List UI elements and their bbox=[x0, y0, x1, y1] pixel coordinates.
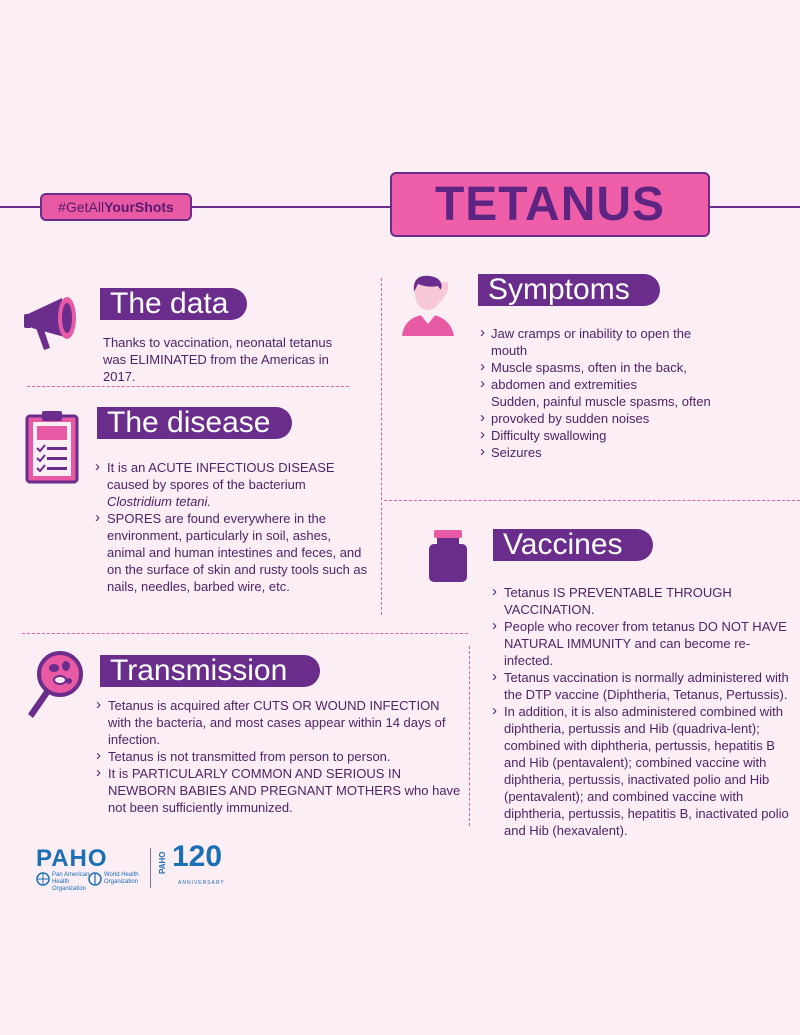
paho-org-line2: Health bbox=[52, 879, 70, 885]
symptom-line: Jaw cramps or inability to open the bbox=[491, 326, 692, 341]
symptom-arrow: › bbox=[480, 409, 485, 426]
data-text-after: from the Americas in 2017. bbox=[103, 352, 329, 384]
list-item: › Tetanus IS PREVENTABLE THROUGH VACCINATION. bbox=[492, 584, 792, 618]
who-line1: World Health bbox=[104, 872, 139, 878]
symptom-line: Seizures bbox=[491, 445, 542, 460]
paho-org-line3: Organization bbox=[52, 886, 87, 892]
disease-item1-italic: Clostridium tetani. bbox=[107, 494, 212, 509]
vaccines-heading bbox=[493, 529, 653, 561]
clipboard-icon bbox=[25, 410, 79, 484]
list-item: › In addition, it is also administered combined with diphtheria, pertussis and Hib (quadriva-lent); combined with diphtheria, pertussis, hepatitis B and Hib (pentavalent); combined vaccine with diphtheria, pertussis, inactivated polio and Hib (pentavalent); and combined vaccine with diphtheria, pertussis, hepatitis B, inactivated polio and Hib (hexavalent). bbox=[492, 703, 792, 839]
list-item: › Tetanus vaccination is normally administered with the DTP vaccine (Diphtheria, Tetanus, Pertussis). bbox=[492, 669, 792, 703]
symptom-arrow: › bbox=[480, 443, 485, 460]
paho-org-line1: Pan American bbox=[52, 872, 90, 878]
title-box bbox=[390, 172, 710, 237]
transmission-list bbox=[96, 697, 466, 816]
transmission-heading-text: Transmission bbox=[110, 654, 288, 687]
symptom-arrow: › bbox=[480, 324, 485, 341]
symptom-line: abdomen and extremities bbox=[491, 377, 637, 392]
divider-symptoms-vaccines bbox=[384, 500, 800, 501]
divider-disease-transmission bbox=[22, 633, 468, 634]
page-title: TETANUS bbox=[434, 178, 666, 231]
vaccines-heading-text: Vaccines bbox=[503, 528, 623, 561]
symptom-line: Difficulty swallowing bbox=[491, 428, 607, 443]
header-rule-left bbox=[0, 206, 40, 208]
hashtag-bold: YourShots bbox=[104, 199, 174, 215]
transmission-heading bbox=[100, 655, 320, 687]
list-item: › It is PARTICULARLY COMMON AND SERIOUS IN NEWBORN BABIES AND PREGNANT MOTHERS who have not been sufficiently immunized. bbox=[96, 765, 466, 816]
header-rule-right bbox=[710, 206, 800, 208]
symptom-line: Sudden, painful muscle spasms, often bbox=[491, 394, 711, 409]
anniversary-word: ANNIVERSARY bbox=[178, 880, 225, 886]
list-item bbox=[95, 459, 370, 510]
divider-vertical-bottom bbox=[469, 646, 470, 826]
header-rule-middle bbox=[192, 206, 390, 208]
symptom-arrow: › bbox=[480, 375, 485, 392]
symptom-line: mouth bbox=[491, 343, 528, 358]
data-text-emph: ELIMINATED bbox=[129, 352, 207, 367]
disease-heading-text: The disease bbox=[107, 406, 271, 439]
data-text-before: Thanks to vaccination, neonatal tetanus was bbox=[103, 335, 333, 367]
disease-list bbox=[95, 459, 370, 595]
data-heading-text: The data bbox=[110, 287, 229, 320]
list-item: › SPORES are found everywhere in the environment, particularly in soil, ashes, animal and human intestines and feces, and on the surface of skin and rusty tools such as nails, needles, barbed wire, etc. bbox=[95, 510, 370, 595]
data-heading bbox=[100, 288, 247, 320]
paho-org-name bbox=[52, 872, 89, 893]
megaphone-icon bbox=[22, 288, 84, 354]
symptom-line: Muscle spasms, often in the back, bbox=[491, 360, 687, 375]
who-line2: Organization bbox=[104, 879, 139, 885]
list-item: › Tetanus is not transmitted from person to person. bbox=[96, 748, 466, 765]
disease-heading bbox=[97, 407, 292, 439]
person-headache-icon bbox=[398, 270, 462, 336]
symptoms-heading-text: Symptoms bbox=[488, 273, 630, 306]
anniversary-number: 120 bbox=[172, 840, 223, 873]
who-org-name bbox=[104, 872, 139, 886]
paho-emblem-icon bbox=[36, 872, 50, 886]
symptoms-heading bbox=[478, 274, 660, 306]
data-text bbox=[103, 334, 353, 385]
symptom-arrow-gap bbox=[480, 341, 485, 358]
vaccines-list bbox=[492, 584, 792, 839]
symptom-arrow-gap bbox=[480, 392, 485, 409]
list-item: › People who recover from tetanus DO NOT HAVE NATURAL IMMUNITY and can become re-infected. bbox=[492, 618, 792, 669]
hashtag-badge bbox=[40, 193, 192, 221]
disease-item1-text: It is an ACUTE INFECTIOUS DISEASE caused by spores of the bacterium bbox=[107, 460, 335, 492]
symptom-line: provoked by sudden noises bbox=[491, 411, 650, 426]
divider-data-disease bbox=[27, 386, 349, 387]
who-emblem-icon bbox=[88, 872, 102, 886]
symptoms-arrows bbox=[480, 324, 485, 460]
divider-vertical-top bbox=[381, 278, 382, 615]
symptom-arrow: › bbox=[480, 426, 485, 443]
symptom-arrow: › bbox=[480, 358, 485, 375]
hashtag-prefix: #GetAll bbox=[58, 199, 105, 215]
vaccine-vial-icon bbox=[426, 528, 470, 584]
footer-separator bbox=[150, 848, 151, 888]
magnifier-bacteria-icon bbox=[24, 650, 86, 720]
anniversary-side-text: PAHO bbox=[158, 851, 167, 874]
symptoms-list bbox=[491, 325, 711, 461]
paho-logo-text: PAHO bbox=[36, 845, 108, 872]
list-item: › Tetanus is acquired after CUTS OR WOUND INFECTION with the bacteria, and most cases appear within 14 days of infection. bbox=[96, 697, 466, 748]
